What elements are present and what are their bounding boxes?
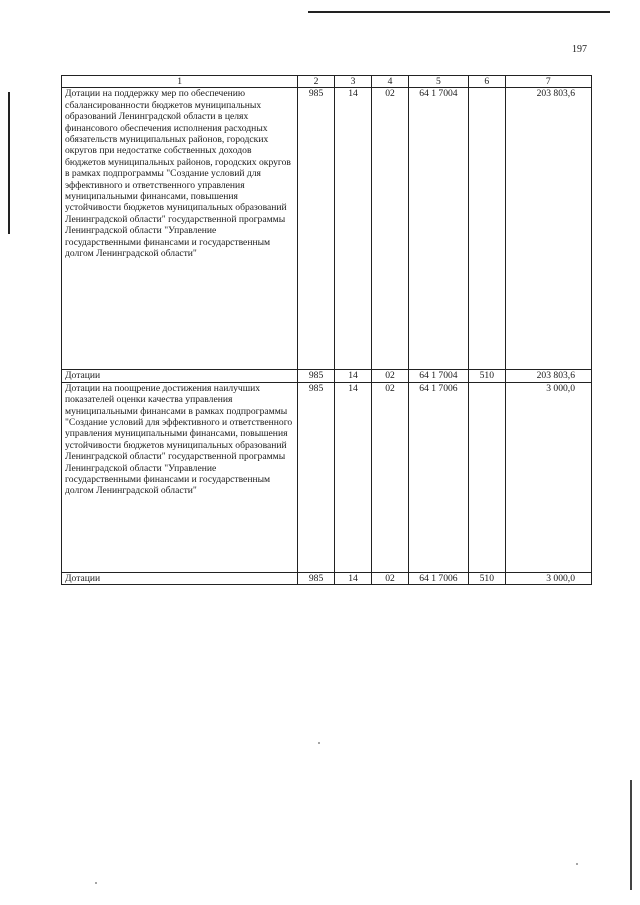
page-number: 197 [572,44,587,55]
cell-ministry-code: 985 [298,88,334,370]
cell-target-code: 64 1 7006 [408,572,468,584]
cell-ministry-code: 985 [298,382,334,572]
cell-ministry-code: 985 [298,572,334,584]
table-header-row [62,76,592,88]
scan-edge-mark [630,780,632,890]
cell-amount: 3 000,0 [505,382,591,572]
column-header: 6 [469,76,505,88]
row-description: Дотации [62,370,298,382]
scan-margin-mark [8,92,10,234]
table-row [62,382,592,572]
cell-subsection: 02 [372,572,408,584]
table-row [62,572,592,584]
column-header: 2 [298,76,334,88]
cell-target-code: 64 1 7004 [408,370,468,382]
cell-section: 14 [334,572,371,584]
column-header: 7 [505,76,591,88]
column-header: 1 [62,76,298,88]
cell-expense-type [469,382,505,572]
scan-speck [95,882,97,884]
cell-amount: 3 000,0 [505,572,591,584]
column-header: 4 [372,76,408,88]
cell-section: 14 [334,382,371,572]
top-rule [308,11,610,13]
cell-expense-type: 510 [469,572,505,584]
column-header: 5 [408,76,468,88]
cell-amount: 203 803,6 [505,370,591,382]
scan-speck [576,863,578,865]
column-header: 3 [334,76,371,88]
cell-ministry-code: 985 [298,370,334,382]
scan-speck [318,742,320,744]
cell-subsection: 02 [372,382,408,572]
cell-target-code: 64 1 7004 [408,88,468,370]
cell-amount: 203 803,6 [505,88,591,370]
cell-subsection: 02 [372,370,408,382]
cell-target-code: 64 1 7006 [408,382,468,572]
cell-section: 14 [334,370,371,382]
cell-subsection: 02 [372,88,408,370]
row-description: Дотации [62,572,298,584]
table-row [62,370,592,382]
cell-expense-type: 510 [469,370,505,382]
budget-table [61,75,592,585]
row-description: Дотации на поощрение достижения наилучших показателей оценки качества управления муниципальными финансами в рамках подпрограммы "Создание условий для эффективного и ответственного управления муниципальными финансами, повышения устойчивости бюджетов муниципальных образований Ленинградской области" государственной программы Ленинградской области "Управление государственными финансами и государственным долгом Ленинградской области" [62,382,298,572]
row-description: Дотации на поддержку мер по обеспечению сбалансированности бюджетов муниципальных образований Ленинградской области в целях финансового обеспечения исполнения расходных обязательств муниципальных районов, городских округов при недостатке собственных доходов бюджетов муниципальных районов, городских округов в рамках подпрограммы "Создание условий для эффективного и ответственного управления муниципальными финансами, повышения устойчивости бюджетов муниципальных образований Ленинградской области" государственной программы Ленинградской области "Управление государственными финансами и государственным долгом Ленинградской области" [62,88,298,370]
table-row [62,88,592,370]
cell-section: 14 [334,88,371,370]
cell-expense-type [469,88,505,370]
